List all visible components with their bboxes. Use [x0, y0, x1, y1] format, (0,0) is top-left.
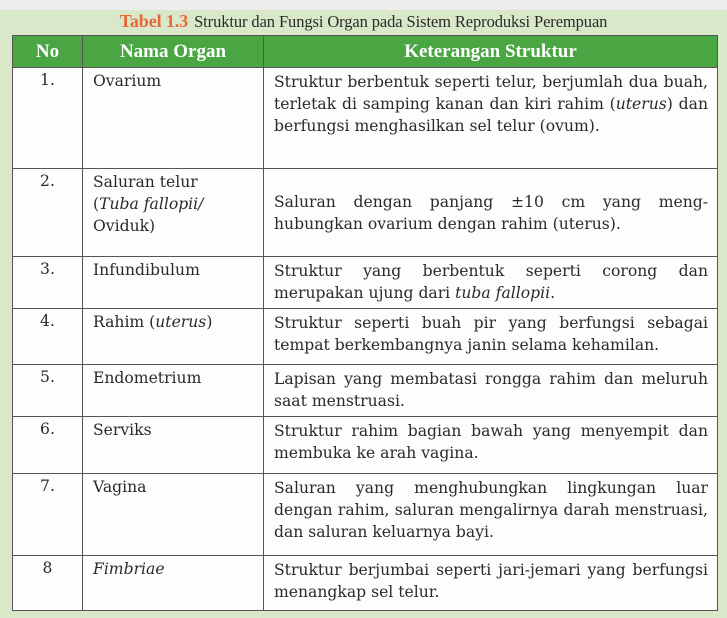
row-organ: Ovarium	[83, 68, 264, 169]
caption-title: Struktur dan Fungsi Organ pada Sistem Reproduksi Perempuan	[194, 12, 608, 31]
table-row	[13, 556, 718, 611]
desc-text: Struktur yang berbentuk seperti corong dan merupakan ujung dari	[274, 262, 708, 302]
row-description: Saluran yang menghubungkan lingkungan luar dengan rahim, saluran mengalirnya darah menstruasi, dan saluran keluarnya bayi.	[264, 474, 718, 556]
organ-table	[12, 35, 718, 611]
organ-text: Oviduk)	[93, 217, 156, 235]
row-no: 4.	[13, 309, 83, 365]
organ-italic-term: Tuba fallopii/	[99, 195, 204, 213]
row-no: 6.	[13, 417, 83, 474]
row-description: Saluran dengan panjang ±10 cm yang meng-hubungkan ovarium dengan rahim (uterus).	[264, 169, 718, 257]
row-no: 7.	[13, 474, 83, 556]
table-header-row	[13, 36, 718, 68]
header-no: No	[13, 36, 83, 68]
desc-italic-term: uterus	[615, 95, 667, 113]
row-organ: Fimbriae	[83, 556, 264, 611]
caption-label: Tabel 1.3	[119, 11, 189, 31]
table-row	[13, 257, 718, 309]
row-organ	[83, 169, 264, 257]
organ-text: Saluran telur	[93, 173, 198, 191]
desc-text: .	[550, 284, 556, 302]
table-row	[13, 474, 718, 556]
desc-text: ) dan berfungsi menghasilkan sel telur (ovum).	[274, 95, 708, 135]
desc-text: Struktur berbentuk seperti telur, berjumlah dua buah, terletak di samping kanan dan kiri rahim (	[274, 73, 708, 113]
table-row	[13, 309, 718, 365]
table-row	[13, 169, 718, 257]
row-description: Struktur rahim bagian bawah yang menyempit dan membuka ke arah vagina.	[264, 417, 718, 474]
row-organ: Vagina	[83, 474, 264, 556]
table-row	[13, 417, 718, 474]
row-no: 2.	[13, 169, 83, 257]
row-description: Lapisan yang membatasi rongga rahim dan meluruh saat menstruasi.	[264, 365, 718, 417]
row-description	[264, 257, 718, 309]
desc-italic-term: tuba fallopii	[455, 284, 551, 302]
header-description: Keterangan Struktur	[264, 36, 718, 68]
organ-italic-term: uterus	[155, 313, 207, 331]
row-no: 3.	[13, 257, 83, 309]
row-description: Struktur seperti buah pir yang berfungsi sebagai tempat berkembangnya janin selama kehamilan.	[264, 309, 718, 365]
table-row	[13, 365, 718, 417]
row-no: 8	[13, 556, 83, 611]
header-organ-name: Nama Organ	[83, 36, 264, 68]
table-caption	[0, 9, 727, 34]
organ-text: Rahim (	[93, 313, 156, 331]
row-organ	[83, 309, 264, 365]
table-row	[13, 68, 718, 169]
row-description	[264, 68, 718, 169]
row-organ: Endometrium	[83, 365, 264, 417]
organ-text: )	[206, 313, 213, 331]
row-no: 1.	[13, 68, 83, 169]
row-organ: Serviks	[83, 417, 264, 474]
row-no: 5.	[13, 365, 83, 417]
row-description: Struktur berjumbai seperti jari-jemari yang berfungsi menangkap sel telur.	[264, 556, 718, 611]
organ-text: (	[93, 195, 100, 213]
row-organ: Infundibulum	[83, 257, 264, 309]
